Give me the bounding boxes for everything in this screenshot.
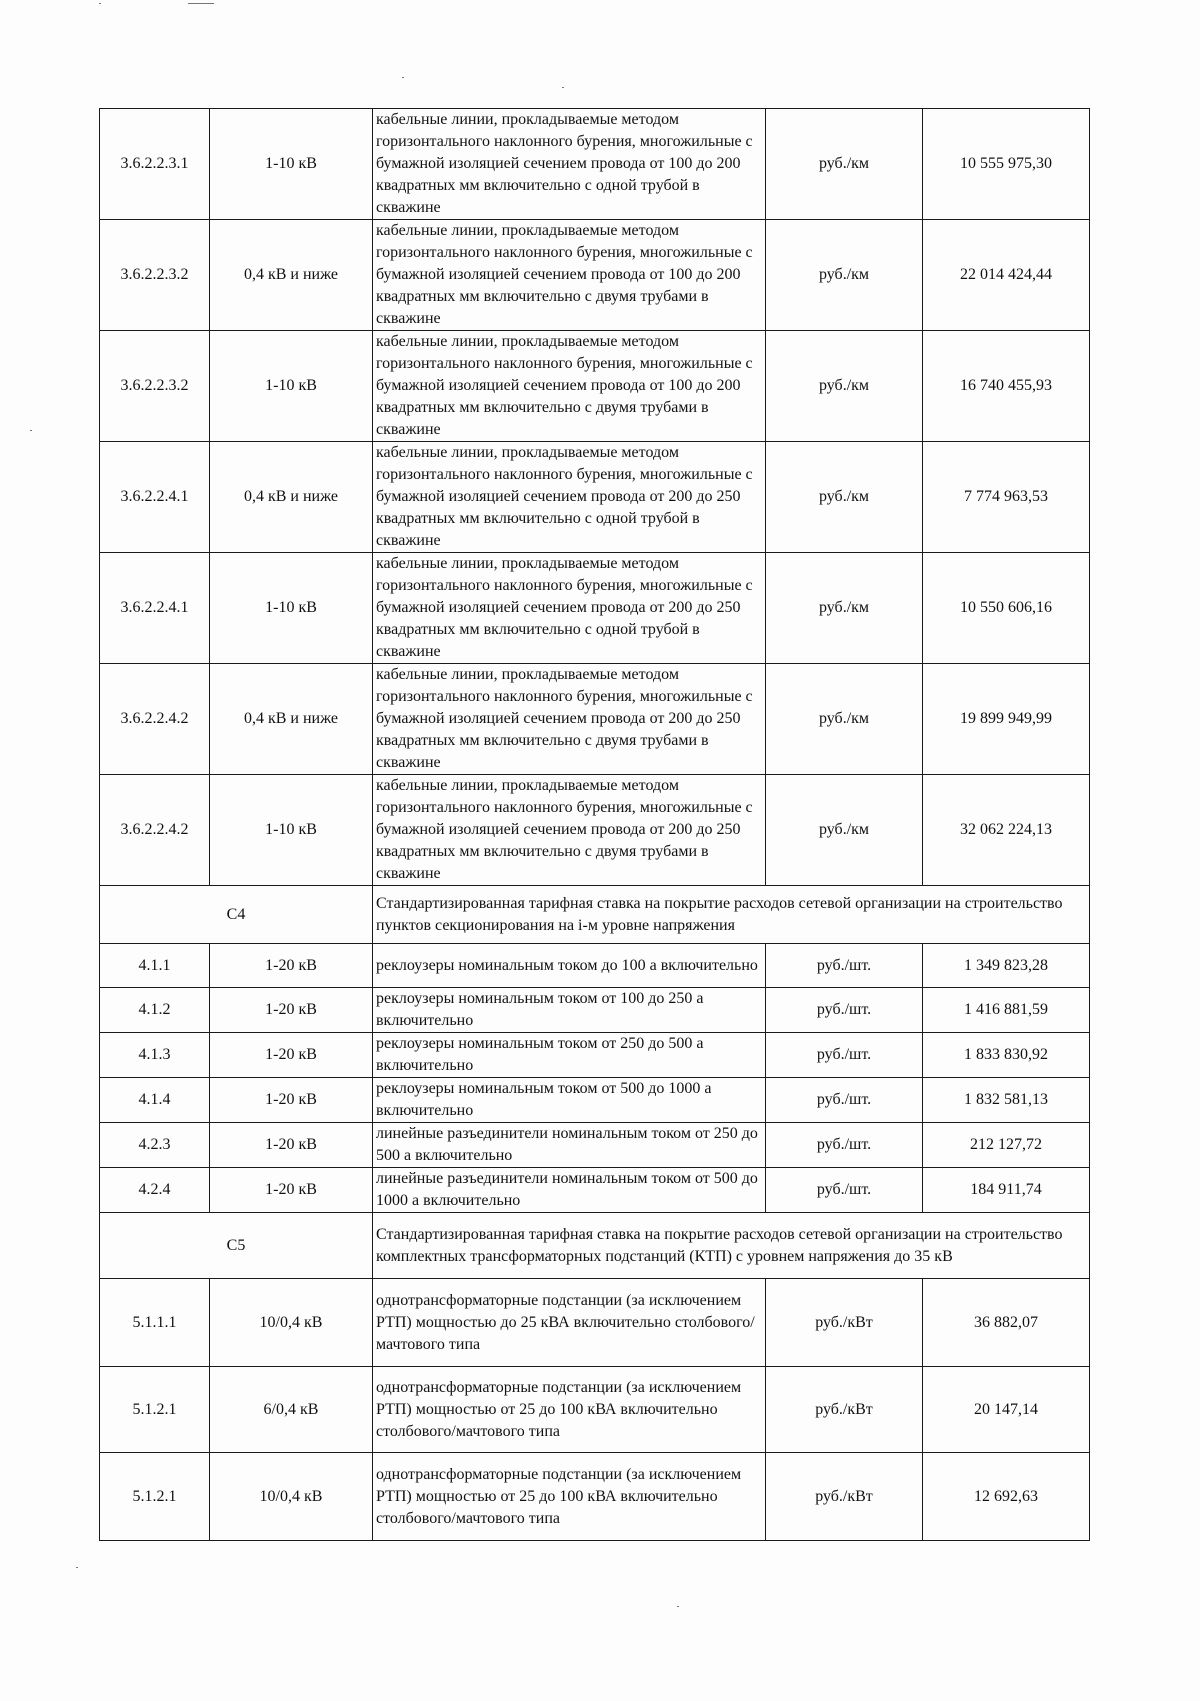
table-row [100,1168,1090,1213]
rate-value: 1 349 823,28 [923,944,1090,988]
item-description: кабельные линии, прокладываемые методом горизонтального наклонного бурения, многожильные с бумажной изоляцией сечением провода от 200 до 250 квадратных мм включительно с одной трубой в скважине [373,553,766,664]
unit-of-measure: руб./шт. [766,1033,923,1078]
voltage-level: 10/0,4 кВ [210,1279,373,1367]
scan-speck [76,1567,78,1568]
rate-value: 32 062 224,13 [923,775,1090,886]
voltage-level: 0,4 кВ и ниже [210,220,373,331]
table-row [100,944,1090,988]
scan-speck [99,3,101,4]
table-row [100,1078,1090,1123]
table-row [100,664,1090,775]
table-row [100,1279,1090,1367]
item-description: кабельные линии, прокладываемые методом горизонтального наклонного бурения, многожильные с бумажной изоляцией сечением провода от 200 до 250 квадратных мм включительно с одной трубой в скважине [373,442,766,553]
section-label: С5 [100,1213,373,1279]
voltage-level: 1-20 кВ [210,944,373,988]
item-description: реклоузеры номинальным током до 100 а включительно [373,944,766,988]
rate-value: 20 147,14 [923,1367,1090,1453]
voltage-level: 1-10 кВ [210,775,373,886]
item-description: реклоузеры номинальным током от 250 до 500 а включительно [373,1033,766,1078]
rate-value: 16 740 455,93 [923,331,1090,442]
item-description: линейные разъединители номинальным током от 500 до 1000 а включительно [373,1168,766,1213]
table-row [100,988,1090,1033]
table-row [100,775,1090,886]
item-code: 4.1.1 [100,944,210,988]
voltage-level: 0,4 кВ и ниже [210,664,373,775]
item-code: 3.6.2.2.3.2 [100,220,210,331]
unit-of-measure: руб./шт. [766,1078,923,1123]
unit-of-measure: руб./км [766,664,923,775]
item-code: 3.6.2.2.4.1 [100,442,210,553]
unit-of-measure: руб./шт. [766,1123,923,1168]
table-row [100,1123,1090,1168]
voltage-level: 1-20 кВ [210,1078,373,1123]
voltage-level: 1-20 кВ [210,1033,373,1078]
rate-value: 1 832 581,13 [923,1078,1090,1123]
voltage-level: 10/0,4 кВ [210,1453,373,1541]
rate-value: 7 774 963,53 [923,442,1090,553]
rate-value: 36 882,07 [923,1279,1090,1367]
voltage-level: 0,4 кВ и ниже [210,442,373,553]
rate-value: 212 127,72 [923,1123,1090,1168]
voltage-level: 1-10 кВ [210,331,373,442]
tariff-rates-table [99,108,1090,1541]
rate-value: 1 833 830,92 [923,1033,1090,1078]
item-description: линейные разъединители номинальным током от 250 до 500 а включительно [373,1123,766,1168]
item-code: 3.6.2.2.3.1 [100,109,210,220]
section-title: Стандартизированная тарифная ставка на покрытие расходов сетевой организации на строительство комплектных трансформаторных подстанций (КТП) с уровнем напряжения до 35 кВ [373,1213,1090,1279]
rate-value: 22 014 424,44 [923,220,1090,331]
section-title: Стандартизированная тарифная ставка на покрытие расходов сетевой организации на строительство пунктов секционирования на i-м уровне напряжения [373,886,1090,944]
item-description: кабельные линии, прокладываемые методом горизонтального наклонного бурения, многожильные с бумажной изоляцией сечением провода от 100 до 200 квадратных мм включительно с двумя трубами в скважине [373,220,766,331]
voltage-level: 1-20 кВ [210,988,373,1033]
scan-speck [30,430,32,431]
item-code: 3.6.2.2.4.2 [100,775,210,886]
item-code: 3.6.2.2.3.2 [100,331,210,442]
section-header-row [100,1213,1090,1279]
item-description: однотрансформаторные подстанции (за исключением РТП) мощностью до 25 кВА включительно столбового/мачтового типа [373,1279,766,1367]
unit-of-measure: руб./шт. [766,1168,923,1213]
table-row [100,331,1090,442]
item-code: 3.6.2.2.4.1 [100,553,210,664]
voltage-level: 1-10 кВ [210,553,373,664]
item-code: 4.1.4 [100,1078,210,1123]
item-description: однотрансформаторные подстанции (за исключением РТП) мощностью от 25 до 100 кВА включительно столбового/мачтового типа [373,1453,766,1541]
item-code: 5.1.1.1 [100,1279,210,1367]
table-row [100,442,1090,553]
unit-of-measure: руб./шт. [766,988,923,1033]
item-description: кабельные линии, прокладываемые методом горизонтального наклонного бурения, многожильные с бумажной изоляцией сечением провода от 200 до 250 квадратных мм включительно с двумя трубами в скважине [373,664,766,775]
voltage-level: 1-20 кВ [210,1123,373,1168]
scan-speck [677,1606,679,1607]
table-row [100,1453,1090,1541]
section-header-row [100,886,1090,944]
rate-value: 19 899 949,99 [923,664,1090,775]
item-code: 4.1.2 [100,988,210,1033]
unit-of-measure: руб./шт. [766,944,923,988]
unit-of-measure: руб./км [766,109,923,220]
rate-value: 184 911,74 [923,1168,1090,1213]
item-description: кабельные линии, прокладываемые методом горизонтального наклонного бурения, многожильные с бумажной изоляцией сечением провода от 200 до 250 квадратных мм включительно с двумя трубами в скважине [373,775,766,886]
unit-of-measure: руб./кВт [766,1453,923,1541]
item-code: 4.2.3 [100,1123,210,1168]
item-description: реклоузеры номинальным током от 100 до 250 а включительно [373,988,766,1033]
rate-value: 12 692,63 [923,1453,1090,1541]
unit-of-measure: руб./км [766,331,923,442]
scan-speck [402,77,404,78]
item-description: кабельные линии, прокладываемые методом горизонтального наклонного бурения, многожильные с бумажной изоляцией сечением провода от 100 до 200 квадратных мм включительно с двумя трубами в скважине [373,331,766,442]
unit-of-measure: руб./кВт [766,1279,923,1367]
scan-speck [188,3,214,4]
rate-value: 10 555 975,30 [923,109,1090,220]
voltage-level: 6/0,4 кВ [210,1367,373,1453]
item-description: однотрансформаторные подстанции (за исключением РТП) мощностью от 25 до 100 кВА включительно столбового/мачтового типа [373,1367,766,1453]
unit-of-measure: руб./км [766,775,923,886]
unit-of-measure: руб./км [766,553,923,664]
item-description: кабельные линии, прокладываемые методом горизонтального наклонного бурения, многожильные с бумажной изоляцией сечением провода от 100 до 200 квадратных мм включительно с одной трубой в скважине [373,109,766,220]
rate-value: 1 416 881,59 [923,988,1090,1033]
table-row [100,553,1090,664]
rate-value: 10 550 606,16 [923,553,1090,664]
section-label: С4 [100,886,373,944]
item-description: реклоузеры номинальным током от 500 до 1000 а включительно [373,1078,766,1123]
unit-of-measure: руб./км [766,442,923,553]
scan-speck [562,87,564,88]
table-row [100,1033,1090,1078]
unit-of-measure: руб./км [766,220,923,331]
table-row [100,1367,1090,1453]
table-row [100,220,1090,331]
table-row [100,109,1090,220]
voltage-level: 1-20 кВ [210,1168,373,1213]
item-code: 3.6.2.2.4.2 [100,664,210,775]
item-code: 5.1.2.1 [100,1453,210,1541]
item-code: 5.1.2.1 [100,1367,210,1453]
voltage-level: 1-10 кВ [210,109,373,220]
unit-of-measure: руб./кВт [766,1367,923,1453]
item-code: 4.2.4 [100,1168,210,1213]
item-code: 4.1.3 [100,1033,210,1078]
